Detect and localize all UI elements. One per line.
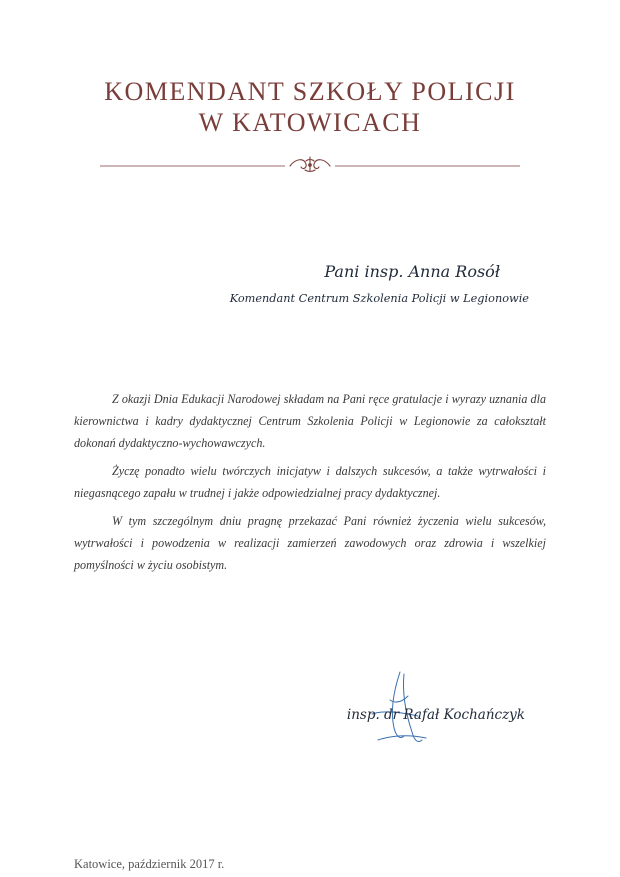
letter-body [74,388,546,582]
signatory-name: insp. dr Rafał Kochańczyk [346,707,525,723]
recipient-title: Komendant Centrum Szkolenia Policji w Legionowie [229,292,529,305]
letterhead-title-line-1: KOMENDANT SZKOŁY POLICJI [104,77,516,106]
recipient-name: Pani insp. Anna Rosół [324,262,500,281]
body-paragraph-3: W tym szczególnym dniu pragnę przekazać Pani również życzenia wielu sukcesów, wytrwałości i powodzenia w realizacji zamierzeń zawodowych oraz zdrowia i wszelkiej pomyślności w życiu osobistym. [74,514,546,572]
letterhead-title-line-2: W KATOWICACH [198,108,422,137]
place-and-date: Katowice, październik 2017 r. [74,857,225,871]
ornament-divider-icon [100,154,520,174]
body-paragraph-1: Z okazji Dnia Edukacji Narodowej składam na Pani ręce gratulacje i wyrazy uznania dla kierownictwa i kadry dydaktycznej Centrum Szkolenia Policji w Legionowie za całokształt dokonań dydaktyczno-wychowawczych. [74,392,546,450]
body-paragraph-2: Życzę ponadto wielu twórczych inicjatyw i dalszych sukcesów, a także wytrwałości i niegasnącego zapału w trudnej i jakże odpowiedzialnej pracy dydaktycznej. [74,464,546,500]
